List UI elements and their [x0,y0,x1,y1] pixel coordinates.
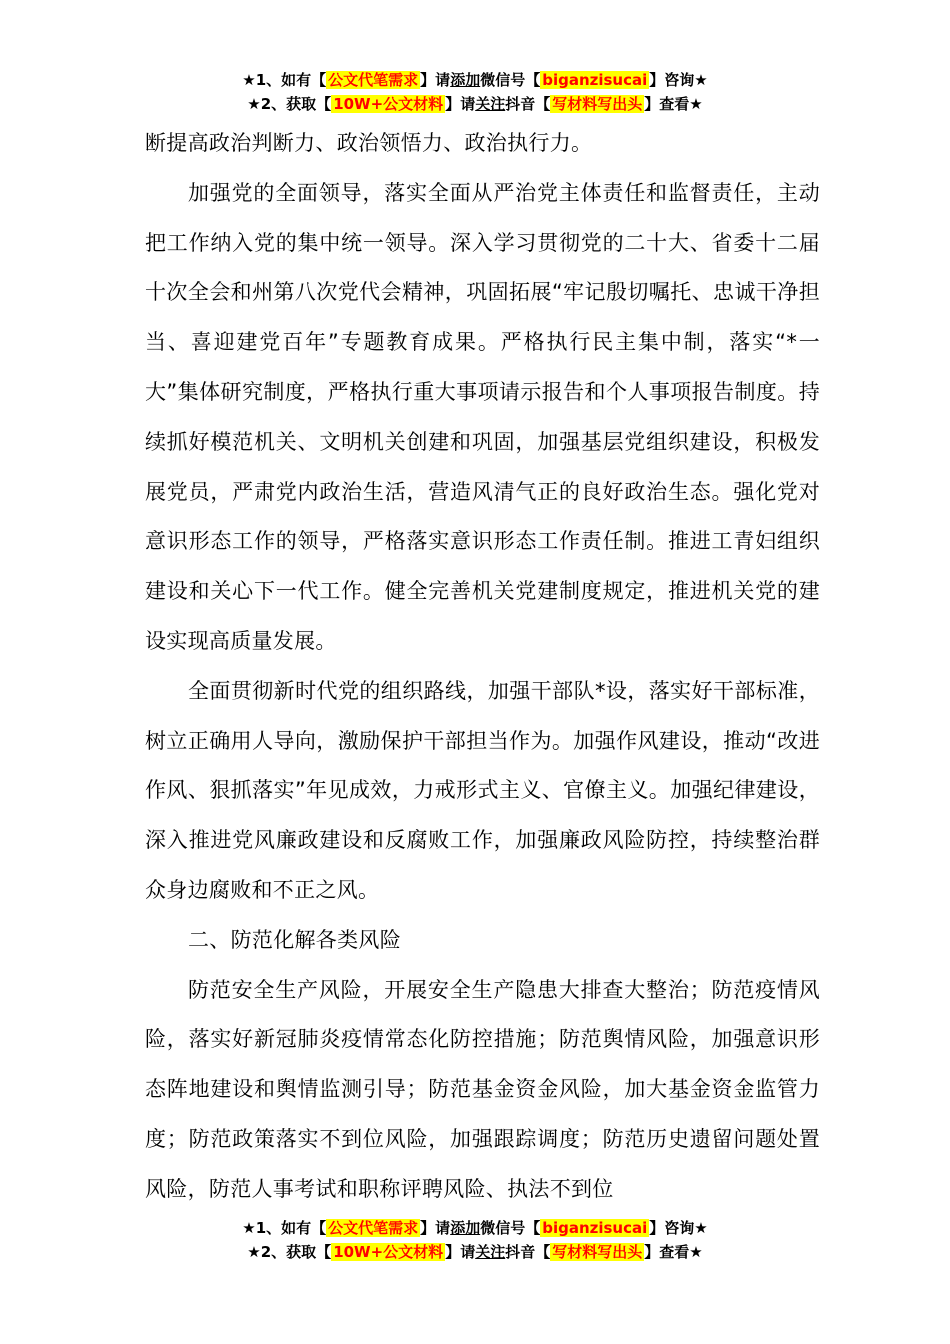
header-banner [0,68,950,116]
banner-line-2: ★2、获取【 10W+公文材料 】请关注抖音【 写材料写出头 】查看★ [247,95,703,113]
banner-douyin-id: 写材料写出头 [552,95,643,113]
banner-douyin-id: 写材料写出头 [552,1243,643,1261]
paragraph-continuation: 断提高政治判断力、政治领悟力、政治执行力。 [145,131,593,155]
banner-wechat-id: biganzisucai [542,71,648,89]
banner-line-2: ★2、获取【 10W+公文材料 】请关注抖音【 写材料写出头 】查看★ [247,1243,703,1261]
paragraph: 全面贯彻新时代党的组织路线，加强干部队*设，落实好干部标准，树立正确用人导向，激励保护干部担当作为。加强作风建设，推动“改进作风、狠抓落实”年见成效，力戒形式主义、官僚主义。加强纪律建设，深入推进党风廉政建设和反腐败工作，加强廉政风险防控，持续整治群众身边腐败和不正之风。 [145,678,820,902]
banner-highlight: 10W+公文材料 [333,1243,444,1261]
banner-line-1: ★1、如有【 公文代笔需求 】请添加微信号【 biganzisucai 】咨询★ [242,71,708,89]
paragraph: 加强党的全面领导，落实全面从严治党主体责任和监督责任，主动把工作纳入党的集中统一领导。深入学习贯彻党的二十大、省委十二届十次全会和州第八次党代会精神，巩固拓展“牢记殷切嘱托、忠诚干净担当、喜迎建党百年”专题教育成果。严格执行民主集中制，落实“*一大”集体研究制度，严格执行重大事项请示报告和个人事项报告制度。持续抓好模范机关、文明机关创建和巩固，加强基层党组织建设，积极发展党员，严肃党内政治生活，营造风清气正的良好政治生态。强化党对意识形态工作的领导，严格落实意识形态工作责任制。推进工青妇组织建设和关心下一代工作。健全完善机关党建制度规定，推进机关党的建设实现高质量发展。 [145,180,820,653]
document-body [145,119,820,1215]
footer-banner [0,1216,950,1264]
banner-line-1: ★1、如有【 公文代笔需求 】请添加微信号【 biganzisucai 】咨询★ [242,1219,708,1237]
banner-highlight: 公文代笔需求 [328,1219,419,1237]
section-heading: 二、防范化解各类风险 [188,927,401,952]
banner-highlight: 10W+公文材料 [333,95,444,113]
banner-wechat-id: biganzisucai [542,1219,648,1237]
paragraph: 防范安全生产风险，开展安全生产隐患大排查大整治；防范疫情风险，落实好新冠肺炎疫情常态化防控措施；防范舆情风险，加强意识形态阵地建设和舆情监测引导；防范基金资金风险，加大基金资金监管力度；防范政策落实不到位风险，加强跟踪调度；防范历史遗留问题处置风险，防范人事考试和职称评聘风险、执法不到位 [145,977,820,1201]
banner-highlight: 公文代笔需求 [328,71,419,89]
